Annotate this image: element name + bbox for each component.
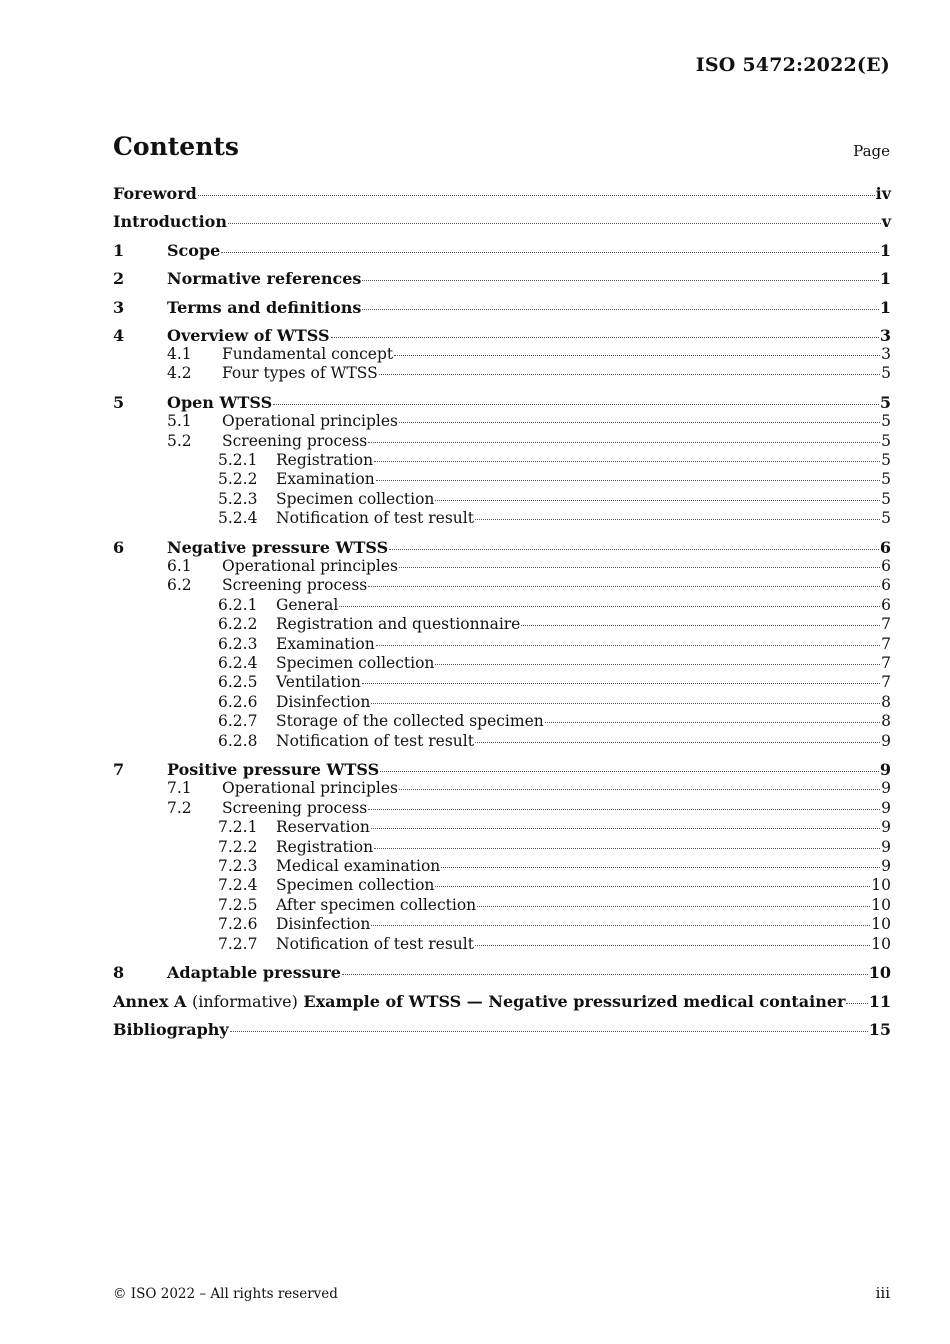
toc-entry-page: 5 — [881, 431, 891, 450]
toc-entry-number: 4 — [113, 325, 125, 345]
dot-leader — [477, 906, 870, 907]
toc-entry[interactable] — [113, 896, 891, 915]
toc-entry-number: 5.2.2 — [218, 470, 258, 489]
toc-entry-number: 6.2.4 — [218, 654, 258, 673]
toc-entry-page: 10 — [871, 876, 891, 895]
toc-entry-title: Overview of WTSS — [167, 325, 330, 345]
toc-entry-number: 7.2.1 — [218, 818, 258, 837]
toc-entry-number: 6.2.2 — [218, 615, 258, 634]
toc-entry-title: Open WTSS — [167, 393, 273, 413]
toc-entry-page: 7 — [881, 673, 891, 692]
toc-entry-title: Disinfection — [276, 692, 371, 711]
toc-entry-title: Normative references — [167, 269, 362, 289]
toc-entry-title: Medical examination — [276, 857, 441, 876]
toc-entry-number: 6.2.1 — [218, 595, 258, 614]
toc-entry-title: Notification of test result — [276, 509, 474, 528]
dot-leader — [475, 742, 880, 743]
toc-entry[interactable] — [113, 915, 891, 934]
toc-entry-title: Screening process — [222, 576, 368, 595]
toc-entry-number: 6.2.5 — [218, 673, 258, 692]
toc-entry-page: 7 — [881, 654, 891, 673]
dot-leader — [228, 223, 881, 224]
dot-leader — [380, 771, 879, 772]
toc-entry-title: Operational principles — [222, 779, 398, 798]
toc-entry-page: v — [881, 212, 891, 232]
toc-entry-title: After specimen collection — [276, 895, 477, 914]
toc-entry-page: 6 — [881, 556, 891, 575]
toc-entry-bibliography[interactable] — [113, 1020, 891, 1039]
toc-entry-title: Scope — [167, 240, 221, 260]
page-column-label: Page — [853, 142, 890, 160]
toc-entry-page: 9 — [881, 798, 891, 817]
toc-entry-page: 8 — [881, 712, 891, 731]
toc-entry-page: 9 — [879, 760, 891, 780]
dot-leader — [374, 461, 880, 462]
toc-entry[interactable] — [113, 779, 891, 798]
toc-entry[interactable] — [113, 615, 891, 634]
toc-entry-number: 5.1 — [167, 412, 192, 431]
dot-leader — [371, 828, 880, 829]
toc-entry-number: 7 — [113, 760, 125, 780]
page-title: Contents — [113, 132, 240, 161]
toc-entry[interactable] — [113, 838, 891, 857]
toc-entry-page: 1 — [879, 240, 891, 260]
toc-entry[interactable] — [113, 760, 891, 779]
dot-leader — [221, 252, 879, 253]
toc-entry-title: Disinfection — [276, 915, 371, 934]
toc-entry-page: 9 — [881, 837, 891, 856]
toc-entry-title: Registration — [276, 837, 374, 856]
toc-entry[interactable] — [113, 490, 891, 509]
toc-entry-page: 7 — [881, 615, 891, 634]
dot-leader — [230, 1031, 868, 1032]
toc-entry[interactable] — [113, 732, 891, 751]
toc-entry-page: 1 — [879, 297, 891, 317]
toc-entry-number: 4.1 — [167, 344, 192, 363]
toc-entry-title: Fundamental concept — [222, 344, 394, 363]
toc-entry-number: 7.2.3 — [218, 857, 258, 876]
toc-entry-page: 6 — [879, 537, 891, 557]
toc-entry-number: 6.2 — [167, 576, 192, 595]
dot-leader — [435, 500, 880, 501]
toc-entry[interactable] — [113, 393, 891, 412]
toc-entry-title: Operational principles — [222, 412, 398, 431]
toc-entry-page: 10 — [868, 963, 891, 983]
toc-entry-title: General — [276, 595, 339, 614]
toc-entry-title: Notification of test result — [276, 731, 474, 750]
dot-leader — [521, 625, 880, 626]
toc-entry-number: 7.2.4 — [218, 876, 258, 895]
toc-entry-number: 3 — [113, 297, 125, 317]
toc-entry-page: 9 — [881, 779, 891, 798]
dot-leader — [399, 422, 880, 423]
toc-entry-number: 6 — [113, 537, 125, 557]
toc-entry-page: iv — [875, 184, 891, 203]
toc-entry[interactable] — [113, 241, 891, 260]
toc-entry[interactable] — [113, 364, 891, 383]
toc-entry[interactable] — [113, 596, 891, 615]
toc-entry-page: 10 — [871, 915, 891, 934]
toc-entry[interactable] — [113, 470, 891, 489]
toc-entry-number: 7.2.6 — [218, 915, 258, 934]
toc-entry[interactable] — [113, 451, 891, 470]
toc-entry-page: 5 — [881, 450, 891, 469]
toc-entry-number: 5.2.1 — [218, 450, 258, 469]
toc-entry[interactable] — [113, 557, 891, 576]
dot-leader — [376, 480, 880, 481]
toc-entry-number: 5.2.4 — [218, 509, 258, 528]
toc-entry-number: 6.2.7 — [218, 712, 258, 731]
toc-entry[interactable] — [113, 269, 891, 288]
toc-entry-title: Terms and definitions — [167, 297, 362, 317]
dot-leader — [371, 703, 880, 704]
toc-entry[interactable] — [113, 712, 891, 731]
toc-entry-title: Introduction — [113, 212, 227, 232]
toc-entry-page: 6 — [881, 595, 891, 614]
toc-entry-title: Screening process — [222, 431, 368, 450]
toc-entry-number: 7.2 — [167, 798, 192, 817]
toc-entry-number: 5.2.3 — [218, 489, 258, 508]
toc-entry-title: Operational principles — [222, 556, 398, 575]
toc-entry-title: Ventilation — [276, 673, 361, 692]
toc-entry-title — [113, 992, 845, 1011]
dot-leader — [362, 309, 878, 310]
toc-entry-page: 5 — [881, 509, 891, 528]
toc-entry-title: Examination — [276, 470, 375, 489]
toc-entry-number: 6.2.6 — [218, 692, 258, 711]
toc-entry-page: 10 — [871, 934, 891, 953]
dot-leader — [273, 404, 879, 405]
toc-entry-number: 7.1 — [167, 779, 192, 798]
toc-entry[interactable] — [113, 635, 891, 654]
toc-entry-page: 10 — [871, 895, 891, 914]
toc-entry-page: 8 — [881, 692, 891, 711]
toc-entry-title: Specimen collection — [276, 654, 435, 673]
toc-entry-page: 9 — [881, 857, 891, 876]
toc-entry-page: 9 — [881, 731, 891, 750]
dot-leader — [475, 519, 880, 520]
toc-entry-page: 5 — [881, 470, 891, 489]
dot-leader — [545, 722, 880, 723]
toc-entry-page: 5 — [881, 412, 891, 431]
toc-entry-title: Reservation — [276, 818, 370, 837]
dot-leader — [374, 848, 880, 849]
dot-leader — [389, 549, 879, 550]
toc-entry-number: 7.2.2 — [218, 837, 258, 856]
toc-entry-number: 5 — [113, 393, 125, 413]
dot-leader — [441, 867, 880, 868]
toc-entry-page: 5 — [879, 393, 891, 413]
dot-leader — [846, 1003, 867, 1004]
toc-entry[interactable] — [113, 673, 891, 692]
toc-entry-title: Screening process — [222, 798, 368, 817]
dot-leader — [362, 280, 878, 281]
dot-leader — [475, 945, 870, 946]
toc-entry-page: 1 — [879, 269, 891, 289]
toc-entry-number: 2 — [113, 269, 125, 289]
toc-entry-title: Four types of WTSS — [222, 364, 378, 383]
toc-entry[interactable] — [113, 576, 891, 595]
dot-leader — [376, 645, 880, 646]
toc-entry-title: Bibliography — [113, 1020, 229, 1040]
dot-leader — [342, 974, 868, 975]
table-of-contents — [113, 184, 891, 1039]
dot-leader — [362, 683, 880, 684]
annex-type: (informative) — [191, 991, 298, 1011]
toc-entry[interactable] — [113, 857, 891, 876]
toc-entry[interactable] — [113, 345, 891, 364]
dot-leader — [198, 195, 875, 196]
toc-entry-number: 1 — [113, 240, 125, 260]
toc-entry[interactable] — [113, 326, 891, 345]
toc-entry-title: Examination — [276, 634, 375, 653]
dot-leader — [399, 567, 880, 568]
toc-entry[interactable] — [113, 654, 891, 673]
annex-title: Example of WTSS — Negative pressurized medical container — [303, 991, 846, 1011]
toc-entry-page: 7 — [881, 634, 891, 653]
toc-entry[interactable] — [113, 799, 891, 818]
toc-entry-title: Specimen collection — [276, 876, 435, 895]
dot-leader — [435, 664, 880, 665]
toc-entry-number: 7.2.7 — [218, 934, 258, 953]
toc-entry-number: 6.2.8 — [218, 731, 258, 750]
toc-entry[interactable] — [113, 538, 891, 557]
toc-entry-title: Negative pressure WTSS — [167, 537, 389, 557]
toc-entry[interactable] — [113, 509, 891, 528]
toc-entry-number: 6.1 — [167, 556, 192, 575]
toc-entry-page: 3 — [879, 325, 891, 345]
toc-entry-page: 3 — [881, 344, 891, 363]
toc-entry-page: 9 — [881, 818, 891, 837]
dot-leader — [435, 886, 870, 887]
toc-entry-number: 6.2.3 — [218, 634, 258, 653]
toc-entry-number: 5.2 — [167, 431, 192, 450]
dot-leader — [368, 586, 880, 587]
document-id: ISO 5472:2022(E) — [695, 54, 890, 76]
dot-leader — [368, 809, 880, 810]
toc-entry-introduction[interactable] — [113, 212, 891, 231]
dot-leader — [368, 442, 880, 443]
toc-entry[interactable] — [113, 412, 891, 431]
toc-entry[interactable] — [113, 298, 891, 317]
dot-leader — [339, 606, 880, 607]
toc-entry-annex-a[interactable] — [113, 992, 891, 1011]
toc-entry[interactable] — [113, 876, 891, 895]
toc-entry-page: 15 — [868, 1020, 891, 1040]
toc-entry-title: Storage of the collected specimen — [276, 712, 544, 731]
annex-label: Annex A — [113, 991, 187, 1011]
toc-entry-foreword[interactable] — [113, 184, 891, 203]
toc-entry-number: 8 — [113, 963, 125, 983]
toc-entry-page: 11 — [868, 991, 891, 1011]
toc-entry-number: 7.2.5 — [218, 895, 258, 914]
toc-entry-page: 5 — [881, 364, 891, 383]
dot-leader — [394, 355, 880, 356]
toc-entry-page: 5 — [881, 489, 891, 508]
toc-entry-title: Registration and questionnaire — [276, 615, 521, 634]
toc-entry-title: Notification of test result — [276, 934, 474, 953]
toc-entry[interactable] — [113, 432, 891, 451]
dot-leader — [331, 337, 879, 338]
copyright-footer: © ISO 2022 – All rights reserved — [113, 1286, 338, 1302]
toc-entry-title: Specimen collection — [276, 489, 435, 508]
toc-entry-title: Foreword — [113, 184, 197, 203]
toc-entry[interactable] — [113, 935, 891, 954]
dot-leader — [371, 925, 870, 926]
toc-entry-title: Adaptable pressure — [167, 963, 341, 983]
toc-entry-number: 4.2 — [167, 364, 192, 383]
toc-entry-title: Registration — [276, 450, 374, 469]
toc-entry[interactable] — [113, 818, 891, 837]
footer-page-number: iii — [875, 1284, 890, 1302]
dot-leader — [399, 789, 880, 790]
toc-entry[interactable] — [113, 693, 891, 712]
toc-entry-title: Positive pressure WTSS — [167, 760, 380, 780]
dot-leader — [379, 374, 880, 375]
toc-entry[interactable] — [113, 963, 891, 982]
toc-entry-page: 6 — [881, 576, 891, 595]
